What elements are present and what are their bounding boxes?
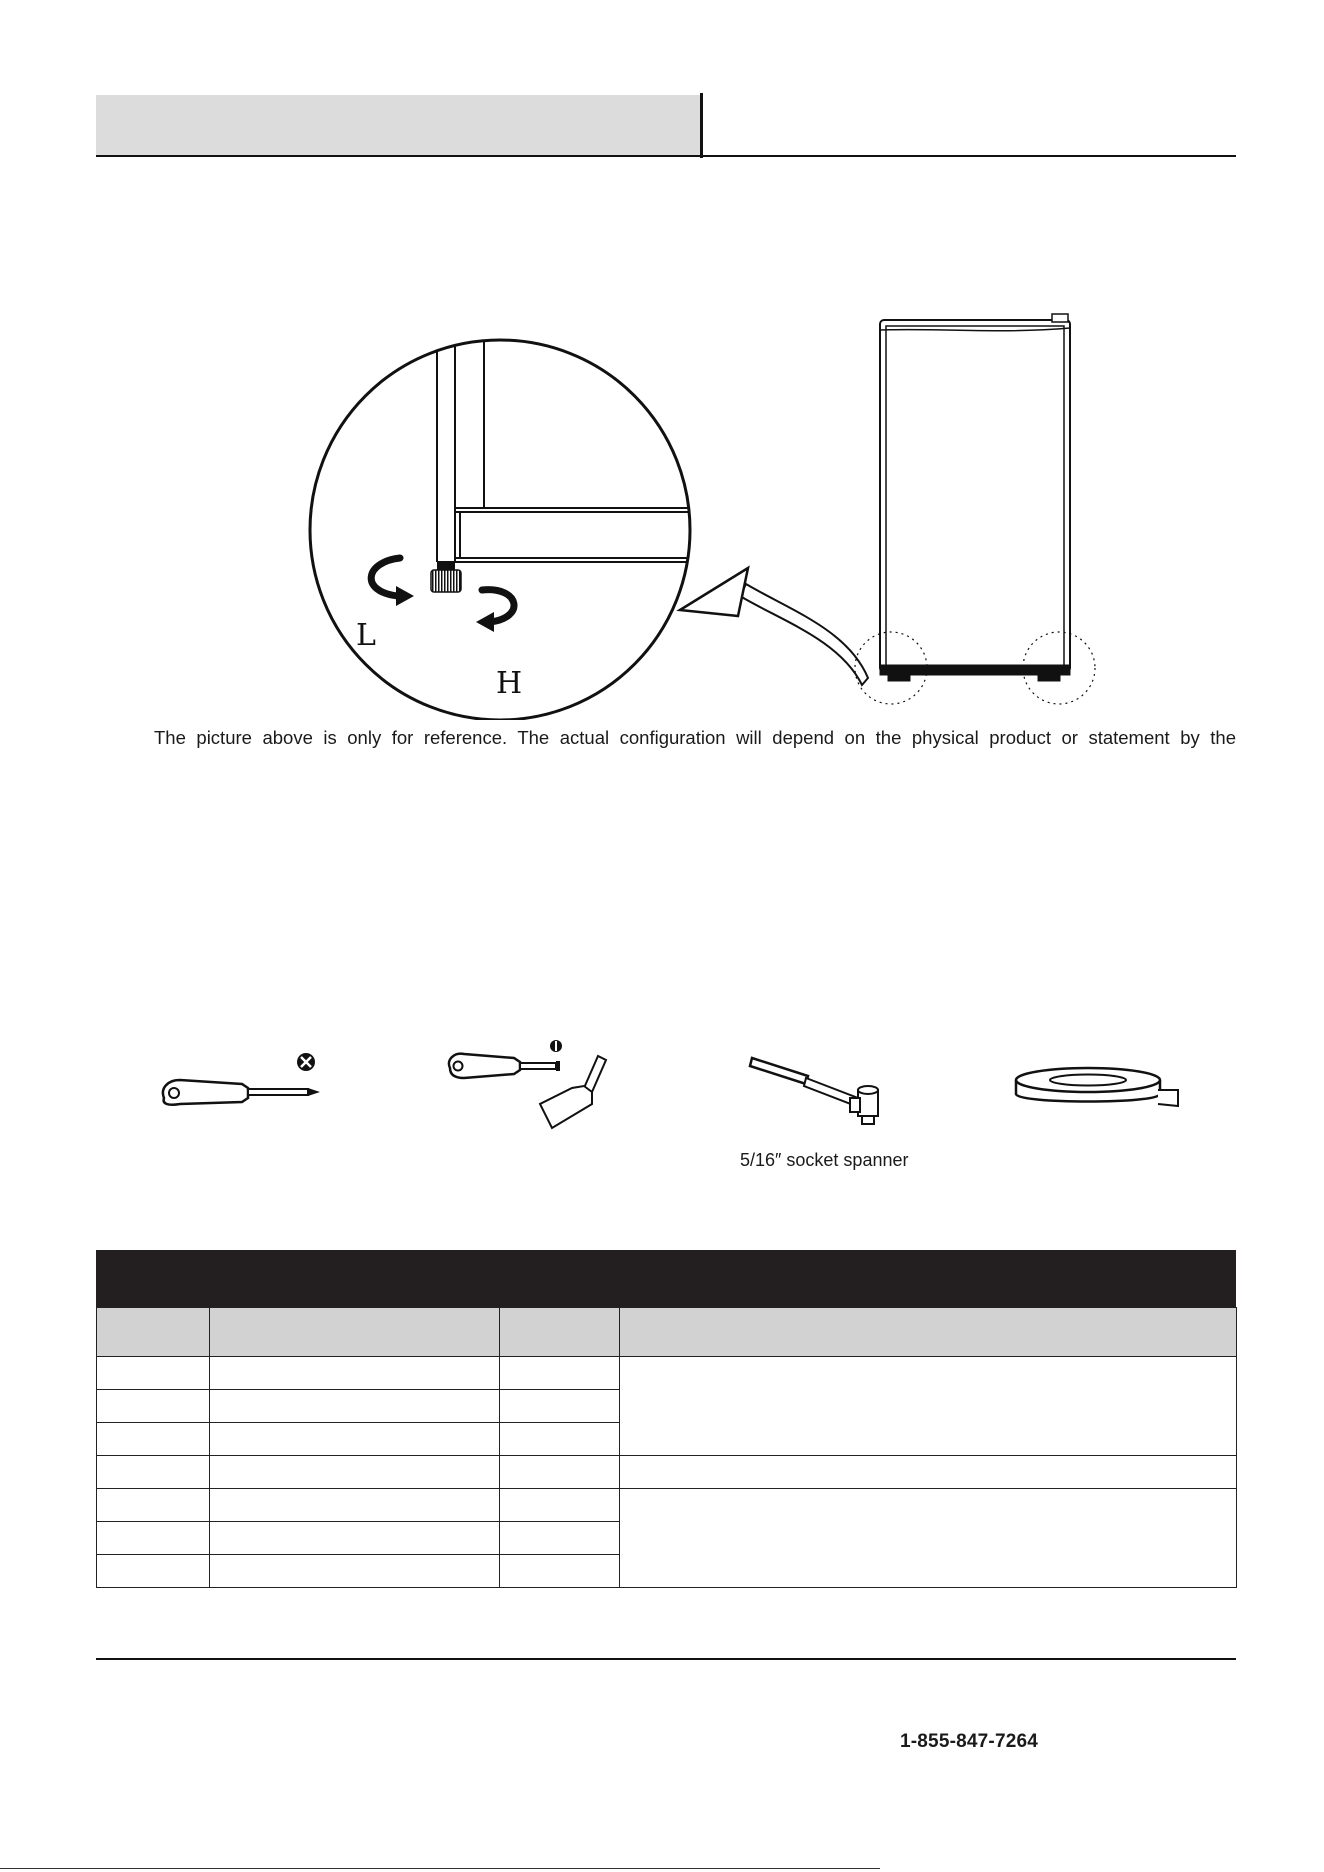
label-high: H: [496, 666, 523, 701]
table-cell: [97, 1522, 210, 1555]
table-cell: [500, 1555, 620, 1588]
phillips-screwdriver-icon: [156, 1040, 326, 1130]
header-divider: [700, 93, 703, 158]
table-row: [97, 1357, 1237, 1390]
footer-rule: [96, 1658, 1236, 1660]
flathead-screwdriver-and-putty-knife-icon: [444, 1040, 614, 1130]
table-row: [97, 1456, 1237, 1489]
table-cell: [500, 1423, 620, 1456]
magnified-foot-view: [310, 340, 700, 720]
table-cell: [620, 1456, 1237, 1489]
header-title-box: [96, 95, 700, 156]
table-cell: [97, 1357, 210, 1390]
parts-table-title-bar: [96, 1250, 1236, 1307]
table-cell: [210, 1522, 500, 1555]
leveling-foot-knob: [431, 570, 461, 592]
column-header: [210, 1308, 500, 1357]
table-cell: [620, 1489, 1237, 1588]
table-cell: [500, 1522, 620, 1555]
parts-table: [96, 1307, 1237, 1588]
table-cell: [97, 1390, 210, 1423]
table-cell: [500, 1456, 620, 1489]
pointer-arrow: [680, 568, 868, 685]
leveling-feet-diagram: [300, 300, 1180, 720]
table-cell: [620, 1357, 1237, 1456]
socket-spanner-icon: [746, 1040, 906, 1130]
tape-roll-icon: [1010, 1040, 1180, 1130]
table-cell: [210, 1357, 500, 1390]
column-header: [620, 1308, 1237, 1357]
table-cell: [210, 1423, 500, 1456]
table-cell: [97, 1456, 210, 1489]
column-header: [97, 1308, 210, 1357]
table-cell: [500, 1489, 620, 1522]
page-bottom-rule: [0, 1868, 880, 1869]
table-cell: [97, 1555, 210, 1588]
table-cell: [210, 1456, 500, 1489]
column-header: [500, 1308, 620, 1357]
table-row: [97, 1489, 1237, 1522]
label-low: L: [356, 618, 376, 653]
reference-caption: The picture above is only for reference. The actual configuration will depend on the physical product or statement by the: [154, 727, 1236, 748]
table-cell: [210, 1390, 500, 1423]
support-phone-number: 1-855-847-7264: [900, 1731, 1039, 1752]
socket-spanner-label: 5/16″ socket spanner: [740, 1150, 909, 1170]
header-rule: [96, 155, 1236, 157]
table-header-row: [97, 1308, 1237, 1357]
refrigerator-outline: [855, 314, 1095, 704]
table-cell: [500, 1390, 620, 1423]
foot-stem: [437, 562, 455, 570]
table-cell: [97, 1489, 210, 1522]
table-cell: [210, 1555, 500, 1588]
table-cell: [500, 1357, 620, 1390]
table-cell: [210, 1489, 500, 1522]
table-cell: [97, 1423, 210, 1456]
